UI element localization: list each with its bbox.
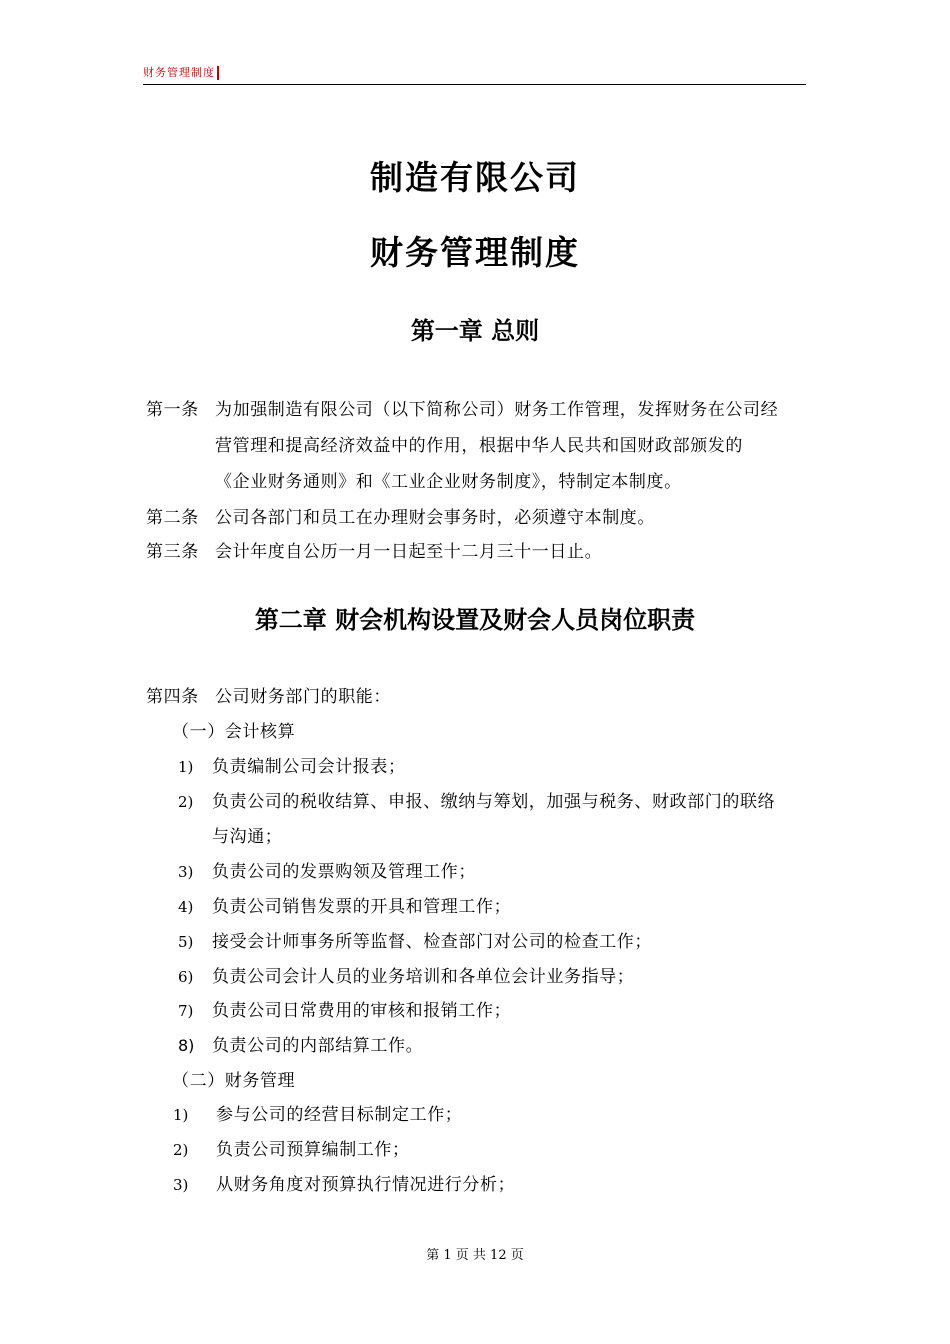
article-text-line: 营管理和提高经济效益中的作用，根据中华人民共和国财政部颁发的 xyxy=(215,436,743,456)
list-number: 5) xyxy=(178,933,194,951)
list-item: 从财务角度对预算执行情况进行分析； xyxy=(216,1175,516,1195)
section-2-title: （二）财务管理 xyxy=(172,1071,296,1091)
list-item: 负责公司预算编制工作； xyxy=(216,1140,410,1160)
list-item: 负责公司会计人员的业务培训和各单位会计业务指导； xyxy=(212,967,635,987)
article-text-line: 为加强制造有限公司（以下简称公司）财务工作管理，发挥财务在公司经 xyxy=(215,400,779,420)
chapter-2-heading: 第二章 财会机构设置及财会人员岗位职责 xyxy=(254,606,696,634)
list-number: 7) xyxy=(178,1002,194,1020)
list-number: 2) xyxy=(173,1141,189,1159)
list-item: 负责编制公司会计报表； xyxy=(212,757,406,777)
list-item-continuation: 与沟通； xyxy=(212,827,283,847)
article-text-line: 《企业财务通则》和《工业企业财务制度》，特制定本制度。 xyxy=(215,472,682,492)
document-title: 财务管理制度 xyxy=(370,233,580,272)
chapter-1-heading: 第一章 总则 xyxy=(410,317,540,345)
list-number: 8) xyxy=(178,1036,195,1055)
list-number: 3) xyxy=(173,1176,189,1194)
list-item: 负责公司销售发票的开具和管理工作； xyxy=(212,897,512,917)
header-tag: 财务管理制度 xyxy=(143,66,219,80)
list-number: 3) xyxy=(178,863,194,881)
article-label: 第二条 xyxy=(146,508,199,528)
article-text-line: 会计年度自公历一月一日起至十二月三十一日止。 xyxy=(215,542,603,562)
list-item: 参与公司的经营目标制定工作； xyxy=(216,1105,463,1125)
list-number: 1) xyxy=(173,1106,189,1124)
list-number: 1) xyxy=(178,758,194,776)
article-text-line: 公司各部门和员工在办理财会事务时，必须遵守本制度。 xyxy=(215,508,655,528)
list-item: 负责公司日常费用的审核和报销工作； xyxy=(212,1001,512,1021)
list-number: 2) xyxy=(178,793,194,811)
list-item: 负责公司的税收结算、申报、缴纳与筹划，加强与税务、财政部门的联络 xyxy=(212,792,776,812)
list-number: 4) xyxy=(178,898,194,916)
list-item: 负责公司的发票购领及管理工作； xyxy=(212,862,476,882)
list-number: 6) xyxy=(178,968,194,986)
list-item: 接受会计师事务所等监督、检查部门对公司的检查工作； xyxy=(212,932,652,952)
section-1-title: （一）会计核算 xyxy=(172,722,296,742)
article-label: 第四条 xyxy=(146,687,199,707)
article-text-line: 公司财务部门的职能： xyxy=(215,687,391,707)
page-header xyxy=(143,64,806,85)
list-item: 负责公司的内部结算工作。 xyxy=(212,1036,424,1056)
page-footer: 第 1 页 共 12 页 xyxy=(426,1248,524,1263)
company-title: 制造有限公司 xyxy=(370,158,580,197)
article-label: 第三条 xyxy=(146,542,199,562)
article-label: 第一条 xyxy=(146,400,199,420)
